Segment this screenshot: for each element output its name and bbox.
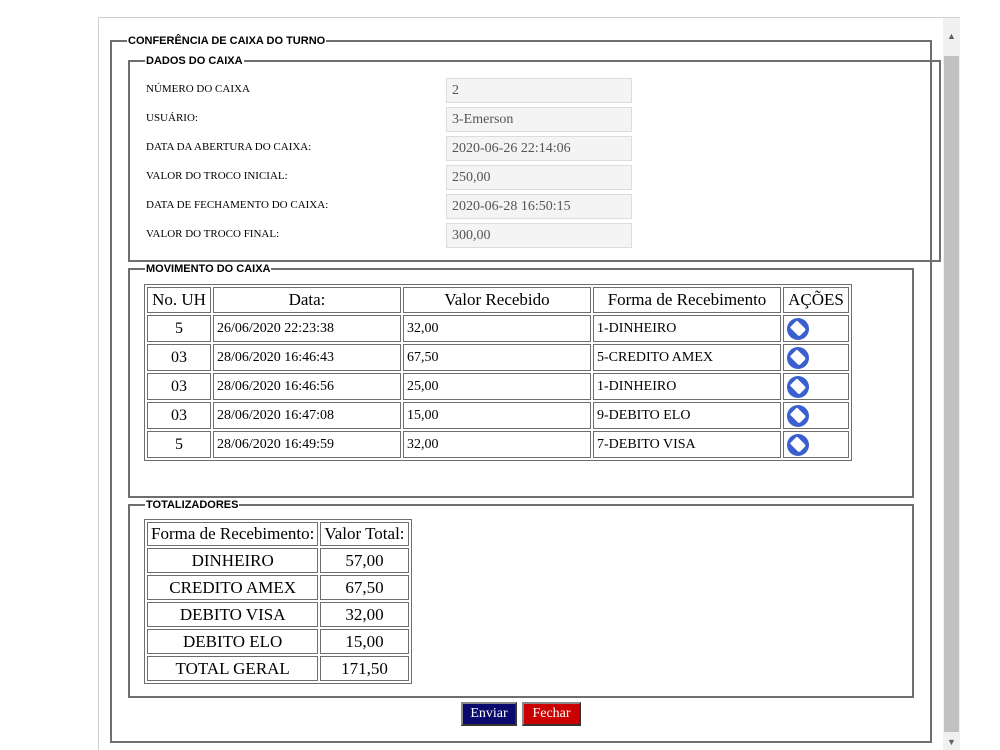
scroll-thumb[interactable]: [944, 56, 959, 732]
enviar-button[interactable]: Enviar: [461, 702, 517, 726]
row-data: 28/06/2020 16:46:43: [213, 344, 401, 371]
row-acoes: [783, 402, 849, 429]
row-forma: CREDITO AMEX: [147, 575, 318, 600]
row-forma: 5-CREDITO AMEX: [593, 344, 781, 371]
movimento-header-row: [147, 287, 849, 313]
row-uh: 03: [147, 402, 211, 429]
row-acoes: [783, 373, 849, 400]
scroll-down-arrow-icon[interactable]: ▼: [947, 736, 956, 747]
tag-icon[interactable]: [787, 434, 809, 456]
tag-icon[interactable]: [787, 318, 809, 340]
row-forma: 7-DEBITO VISA: [593, 431, 781, 458]
row-valor: 25,00: [403, 373, 591, 400]
row-acoes: [783, 315, 849, 342]
col-header-forma-recebimento: Forma de Recebimento:: [147, 522, 318, 546]
numero-caixa-label: NÚMERO DO CAIXA: [146, 83, 250, 95]
row-data: 28/06/2020 16:49:59: [213, 431, 401, 458]
numero-caixa-field[interactable]: [446, 78, 632, 103]
col-header-uh: No. UH: [147, 287, 211, 313]
troco-inicial-field[interactable]: [446, 165, 632, 190]
troco-final-field[interactable]: [446, 223, 632, 248]
row-forma: DEBITO VISA: [147, 602, 318, 627]
row-forma: DINHEIRO: [147, 548, 318, 573]
data-abertura-field[interactable]: [446, 136, 632, 161]
totalizadores-legend: TOTALIZADORES: [146, 499, 239, 511]
troco-inicial-label: VALOR DO TROCO INICIAL:: [146, 170, 288, 182]
totalizadores-header-row: [147, 522, 409, 546]
usuario-label: USUÁRIO:: [146, 112, 198, 124]
row-total: 171,50: [320, 656, 408, 681]
table-row: [147, 575, 409, 600]
row-forma: 9-DEBITO ELO: [593, 402, 781, 429]
fechar-button[interactable]: Fechar: [522, 702, 581, 726]
usuario-field[interactable]: [446, 107, 632, 132]
row-valor: 32,00: [403, 431, 591, 458]
table-row: [147, 548, 409, 573]
row-valor: 15,00: [403, 402, 591, 429]
table-row: [147, 373, 849, 400]
table-row: [147, 315, 849, 342]
row-data: 28/06/2020 16:46:56: [213, 373, 401, 400]
scroll-up-arrow-icon[interactable]: ▲: [947, 31, 956, 41]
row-valor: 32,00: [403, 315, 591, 342]
row-total: 57,00: [320, 548, 408, 573]
table-row: [147, 402, 849, 429]
row-forma: TOTAL GERAL: [147, 656, 318, 681]
table-row: [147, 344, 849, 371]
row-total: 67,50: [320, 575, 408, 600]
totalizadores-table: [144, 519, 412, 684]
data-abertura-label: DATA DA ABERTURA DO CAIXA:: [146, 141, 312, 153]
table-row: [147, 602, 409, 627]
row-total: 15,00: [320, 629, 408, 654]
col-header-valor-total: Valor Total:: [320, 522, 408, 546]
row-uh: 03: [147, 344, 211, 371]
row-valor: 67,50: [403, 344, 591, 371]
row-data: 28/06/2020 16:47:08: [213, 402, 401, 429]
row-uh: 5: [147, 431, 211, 458]
movimento-table: [144, 284, 852, 461]
row-forma: 1-DINHEIRO: [593, 315, 781, 342]
vertical-scrollbar[interactable]: [943, 18, 960, 750]
row-data: 26/06/2020 22:23:38: [213, 315, 401, 342]
page-title: CONFERÊNCIA DE CAIXA DO TURNO: [128, 35, 326, 47]
table-row: [147, 629, 409, 654]
row-acoes: [783, 344, 849, 371]
table-row: [147, 656, 409, 681]
tag-icon[interactable]: [787, 376, 809, 398]
table-row: [147, 431, 849, 458]
tag-icon[interactable]: [787, 405, 809, 427]
movimento-caixa-legend: MOVIMENTO DO CAIXA: [146, 263, 271, 275]
data-fechamento-label: DATA DE FECHAMENTO DO CAIXA:: [146, 199, 329, 211]
tag-icon[interactable]: [787, 347, 809, 369]
col-header-valor: Valor Recebido: [403, 287, 591, 313]
dados-caixa-legend: DADOS DO CAIXA: [146, 55, 243, 67]
row-acoes: [783, 431, 849, 458]
row-uh: 5: [147, 315, 211, 342]
col-header-forma: Forma de Recebimento: [593, 287, 781, 313]
data-fechamento-field[interactable]: [446, 194, 632, 219]
row-forma: DEBITO ELO: [147, 629, 318, 654]
troco-final-label: VALOR DO TROCO FINAL:: [146, 228, 280, 240]
row-total: 32,00: [320, 602, 408, 627]
row-uh: 03: [147, 373, 211, 400]
col-header-data: Data:: [213, 287, 401, 313]
col-header-acoes: AÇÕES: [783, 287, 849, 313]
row-forma: 1-DINHEIRO: [593, 373, 781, 400]
